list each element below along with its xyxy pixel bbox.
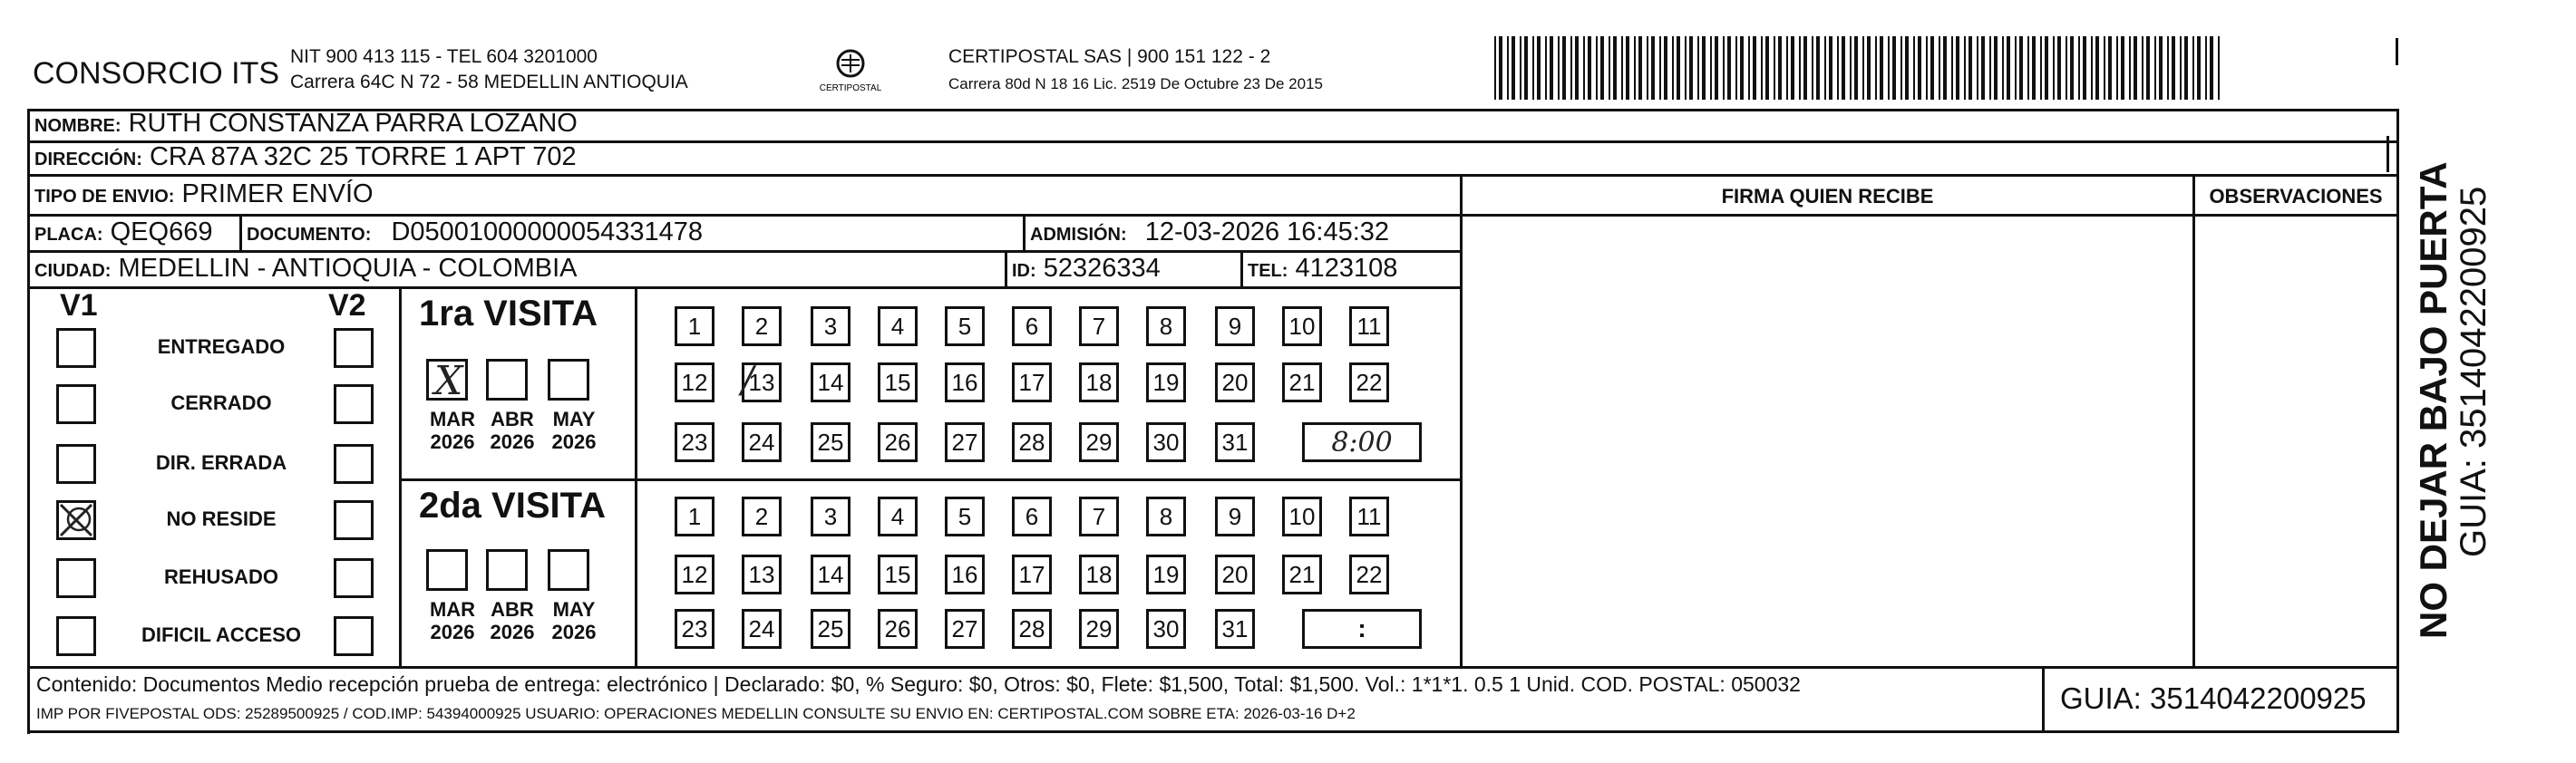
barcode-bar <box>1968 36 1972 100</box>
second-day-15[interactable]: 15 <box>878 555 918 594</box>
barcode-bar <box>1672 36 1674 100</box>
day-mark-icon: / <box>741 359 754 401</box>
second-day-3[interactable]: 3 <box>811 497 851 536</box>
barcode-bar <box>2142 36 2143 100</box>
barcode-bar <box>2205 36 2207 100</box>
barcode-bar <box>1626 36 1629 100</box>
frame-left <box>27 109 30 734</box>
first-day-13[interactable] <box>741 359 782 402</box>
barcode-bar <box>1918 36 1921 100</box>
tel-value: 4123108 <box>1295 254 1398 283</box>
footer-line-1: Contenido: Documentos Medio recepción prueba de entrega: electrónico | Declarado: $0, % Seguro: $0, Otros: $0, Flete: $1,500, Total: $1,500. Vol.: 1*1*1. 0.5 1 Unid. COD. POSTAL: 050032 <box>36 672 1801 696</box>
first-day-21[interactable]: 21 <box>1282 362 1322 402</box>
second-day-21[interactable]: 21 <box>1282 555 1322 594</box>
month-name: ABR <box>491 408 534 430</box>
barcode-bar <box>2053 36 2055 100</box>
barcode-bar <box>1842 36 1845 100</box>
row-line-5 <box>27 286 1462 289</box>
barcode-bar <box>1799 36 1801 100</box>
nombre-row <box>34 109 578 139</box>
month-name: MAY <box>552 408 596 430</box>
first-day-10[interactable]: 10 <box>1282 306 1322 346</box>
barcode-bar <box>1638 36 1642 100</box>
visit-divider-mid <box>399 478 1460 481</box>
barcode-bar <box>1829 36 1832 100</box>
status-label-dir-errada: DIR. ERRADA <box>155 451 287 474</box>
barcode-bar <box>2192 36 2194 100</box>
barcode-bar <box>1570 36 1572 100</box>
second-day-12[interactable]: 12 <box>675 555 714 594</box>
first-day-30[interactable]: 30 <box>1146 422 1186 462</box>
v1-checkbox-dir-errada[interactable] <box>56 444 96 484</box>
row-line-3b <box>1462 214 2396 217</box>
second-day-17[interactable]: 17 <box>1012 555 1052 594</box>
v2-checkbox-dir-errada[interactable] <box>334 444 374 484</box>
barcode-bar <box>2066 36 2067 100</box>
v2-label: V2 <box>328 288 366 323</box>
frame-right <box>2396 109 2399 733</box>
barcode-bar <box>1651 36 1655 100</box>
barcode-bar <box>1900 36 1902 100</box>
second-day-4[interactable]: 4 <box>878 497 918 536</box>
barcode-bar <box>1926 36 1928 100</box>
barcode-bar <box>1659 36 1661 100</box>
provider-name: CERTIPOSTAL SAS | 900 151 122 - 2 <box>948 46 1271 67</box>
v1-checkbox-no-reside[interactable] <box>56 500 96 540</box>
second-month-box-abr[interactable] <box>486 549 528 591</box>
barcode-bar <box>1862 36 1864 100</box>
barcode-bar <box>1824 36 1826 100</box>
barcode-bar <box>1748 36 1750 100</box>
first-day-31[interactable]: 31 <box>1215 422 1255 462</box>
barcode-icon <box>1494 36 2224 100</box>
side-guia: GUIA: 3514042200925 <box>2454 186 2493 557</box>
barcode-bar <box>2045 36 2048 100</box>
ciudad-cell <box>34 254 578 284</box>
first-day-value: 13 / <box>741 359 775 401</box>
id-value: 52326334 <box>1043 254 1161 283</box>
row-line-2 <box>27 174 2399 177</box>
barcode-bar <box>2134 36 2137 100</box>
second-month-label-mar <box>421 598 484 643</box>
barcode-bar <box>2091 36 2093 100</box>
first-day-1[interactable]: 1 <box>675 306 714 346</box>
direccion-label: DIRECCIÓN: <box>34 150 142 169</box>
barcode-bar <box>1956 36 1959 100</box>
second-day-18[interactable]: 18 <box>1079 555 1119 594</box>
second-day-5[interactable]: 5 <box>945 497 985 536</box>
second-day-22[interactable]: 22 <box>1349 555 1389 594</box>
first-day-20[interactable]: 20 <box>1215 362 1255 402</box>
barcode-bar <box>2167 36 2169 100</box>
col-line-placa <box>239 214 242 250</box>
col-line-tel <box>1240 250 1243 286</box>
barcode-bar <box>1905 36 1909 100</box>
v2-checkbox-entregado[interactable] <box>334 328 374 368</box>
barcode-bar <box>1520 36 1521 100</box>
nombre-value: RUTH CONSTANZA PARRA LOZANO <box>128 109 578 138</box>
observaciones-header: OBSERVACIONES <box>2209 185 2383 208</box>
header-mark <box>2396 38 2398 65</box>
second-day-11[interactable]: 11 <box>1349 497 1389 536</box>
second-day-24[interactable]: 24 <box>742 609 782 649</box>
barcode-bar <box>2095 36 2099 100</box>
barcode-bar <box>1621 36 1623 100</box>
barcode-bar <box>1697 36 1699 100</box>
admision-label: ADMISIÓN: <box>1030 225 1127 245</box>
barcode-bar <box>2007 36 2010 100</box>
barcode-bar <box>1913 36 1915 100</box>
second-day-26[interactable]: 26 <box>878 609 918 649</box>
placa-cell <box>34 217 212 247</box>
direccion-value: CRA 87A 32C 25 TORRE 1 APT 702 <box>149 142 577 171</box>
tel-label: TEL: <box>1248 261 1288 281</box>
barcode-bar <box>1723 36 1725 100</box>
barcode-bar <box>1550 36 1553 100</box>
first-day-8[interactable]: 8 <box>1146 306 1186 346</box>
ciudad-label: CIUDAD: <box>34 261 112 281</box>
barcode-bar <box>1575 36 1579 100</box>
barcode-bar <box>1875 36 1877 100</box>
v2-checkbox-rehusado[interactable] <box>334 558 374 598</box>
barcode-bar <box>1981 36 1985 100</box>
barcode-bar <box>2116 36 2118 100</box>
barcode-bar <box>1740 36 1744 100</box>
barcode-bar <box>2019 36 2023 100</box>
visit-divider-days <box>635 286 637 666</box>
footer-guia: GUIA: 3514042200925 <box>2060 681 2367 715</box>
barcode-bar <box>1537 36 1541 100</box>
barcode-bar <box>2121 36 2124 100</box>
second-day-25[interactable]: 25 <box>811 609 851 649</box>
barcode-bar <box>2070 36 2074 100</box>
v1-label: V1 <box>60 288 98 323</box>
barcode-bar <box>1977 36 1978 100</box>
first-day-14[interactable]: 14 <box>811 362 851 402</box>
second-time-value: : <box>1357 614 1366 642</box>
status-label-entregado: ENTREGADO <box>157 335 286 358</box>
barcode-bar <box>2083 36 2086 100</box>
barcode-bar <box>1715 36 1718 100</box>
barcode-bar <box>2210 36 2213 100</box>
barcode-bar <box>1634 36 1636 100</box>
month-name: MAR <box>429 408 476 430</box>
first-month-label-abr <box>481 408 544 453</box>
placa-value: QEQ669 <box>110 217 213 246</box>
first-day-9[interactable]: 9 <box>1215 306 1255 346</box>
second-day-1[interactable]: 1 <box>675 497 714 536</box>
status-label-dificil-acceso: DIFICIL ACCESO <box>141 623 301 646</box>
barcode-bar <box>1867 36 1871 100</box>
second-day-29[interactable]: 29 <box>1079 609 1119 649</box>
barcode-bar <box>1588 36 1591 100</box>
first-day-29[interactable]: 29 <box>1079 422 1119 462</box>
barcode-bar <box>1727 36 1731 100</box>
v2-checkbox-no-reside[interactable] <box>334 500 374 540</box>
documento-cell <box>247 217 703 247</box>
second-day-30[interactable]: 30 <box>1146 609 1186 649</box>
second-month-label-may <box>542 598 606 643</box>
status-label-cerrado: CERRADO <box>170 391 272 414</box>
barcode-bar <box>1803 36 1807 100</box>
no-dejar-notice: NO DEJAR BAJO PUERTA <box>2412 161 2454 639</box>
ciudad-value: MEDELLIN - ANTIOQUIA - COLOMBIA <box>118 254 578 283</box>
first-month-box-abr[interactable] <box>486 359 528 401</box>
first-time-box[interactable] <box>1302 422 1422 462</box>
admision-cell <box>1030 217 1389 247</box>
barcode-bar <box>1854 36 1858 100</box>
company-address: Carrera 64C N 72 - 58 MEDELLIN ANTIOQUIA <box>290 72 688 92</box>
second-day-16[interactable]: 16 <box>945 555 985 594</box>
first-visit-title: 1ra VISITA <box>419 294 598 333</box>
first-day-17[interactable]: 17 <box>1012 362 1052 402</box>
barcode-bar <box>1609 36 1610 100</box>
barcode-bar <box>1664 36 1667 100</box>
second-day-6[interactable]: 6 <box>1012 497 1052 536</box>
second-day-19[interactable]: 19 <box>1146 555 1186 594</box>
provider-address: Carrera 80d N 18 16 Lic. 2519 De Octubre 23 De 2015 <box>948 75 1323 92</box>
first-day-25[interactable]: 25 <box>811 422 851 462</box>
logo-text: CERTIPOSTAL <box>819 83 882 93</box>
footer-divider <box>2042 666 2045 733</box>
barcode-bar <box>1647 36 1648 100</box>
barcode-bar <box>1930 36 1934 100</box>
first-day-2[interactable]: 2 <box>742 306 782 346</box>
firma-header: FIRMA QUIEN RECIBE <box>1721 185 1934 208</box>
second-day-23[interactable]: 23 <box>675 609 714 649</box>
second-day-10[interactable]: 10 <box>1282 497 1322 536</box>
month-year: 2026 <box>551 430 597 453</box>
first-day-4[interactable]: 4 <box>878 306 918 346</box>
first-day-23[interactable]: 23 <box>675 422 714 462</box>
barcode-bar <box>1710 36 1712 100</box>
visit-divider-left <box>399 286 402 666</box>
barcode-bar <box>2032 36 2036 100</box>
first-day-22[interactable]: 22 <box>1349 362 1389 402</box>
barcode-bar <box>1892 36 1896 100</box>
barcode-bar <box>2078 36 2080 100</box>
barcode-bar <box>1494 36 1496 100</box>
month-year: 2026 <box>490 430 535 453</box>
first-day-12[interactable]: 12 <box>675 362 714 402</box>
barcode-bar <box>1850 36 1852 100</box>
first-time-value: 8:00 <box>1331 426 1393 459</box>
barcode-bar <box>1774 36 1775 100</box>
second-day-20[interactable]: 20 <box>1215 555 1255 594</box>
month-name: MAY <box>552 598 596 621</box>
month-name: ABR <box>491 598 534 621</box>
v1-checkbox-cerrado[interactable] <box>56 384 96 424</box>
barcode-bar <box>1994 36 1998 100</box>
direccion-row <box>34 142 577 172</box>
month-year: 2026 <box>430 621 475 643</box>
month-year: 2026 <box>551 621 597 643</box>
v2-checkbox-dificil-acceso[interactable] <box>334 616 374 656</box>
barcode-bar <box>1735 36 1737 100</box>
barcode-bar <box>1786 36 1788 100</box>
barcode-bar <box>2104 36 2105 100</box>
col-line-admision <box>1023 214 1026 250</box>
barcode-bar <box>2146 36 2150 100</box>
nombre-label: NOMBRE: <box>34 116 122 136</box>
row-line-4 <box>27 250 1462 253</box>
first-day-16[interactable]: 16 <box>945 362 985 402</box>
barcode-bar <box>1677 36 1680 100</box>
id-cell <box>1012 254 1161 284</box>
col-line-firma <box>1460 174 1463 669</box>
barcode-bar <box>1562 36 1566 100</box>
barcode-bar <box>2057 36 2061 100</box>
v1-checkbox-dificil-acceso[interactable] <box>56 616 96 656</box>
status-label-no-reside: NO RESIDE <box>166 507 277 530</box>
barcode-bar <box>1837 36 1839 100</box>
barcode-bar <box>1778 36 1782 100</box>
certipostal-logo-icon <box>814 43 887 105</box>
barcode-bar <box>1532 36 1534 100</box>
barcode-bar <box>1964 36 1966 100</box>
first-day-19[interactable]: 19 <box>1146 362 1186 402</box>
first-day-7[interactable]: 7 <box>1079 306 1119 346</box>
barcode-bar <box>1524 36 1528 100</box>
first-month-mark: X <box>434 358 463 404</box>
company-nit-tel: NIT 900 413 115 - TEL 604 3201000 <box>290 46 598 67</box>
first-day-28[interactable]: 28 <box>1012 422 1052 462</box>
barcode-bar <box>2027 36 2029 100</box>
barcode-bar <box>1888 36 1890 100</box>
barcode-bar <box>1507 36 1509 100</box>
placa-label: PLACA: <box>34 225 103 245</box>
barcode-bar <box>1613 36 1617 100</box>
documento-label: DOCUMENTO: <box>247 225 372 245</box>
barcode-bar <box>1812 36 1813 100</box>
company-name: CONSORCIO ITS <box>33 56 280 91</box>
second-day-14[interactable]: 14 <box>811 555 851 594</box>
barcode-bar <box>1583 36 1585 100</box>
second-time-box[interactable] <box>1302 609 1422 649</box>
barcode-bar <box>2172 36 2175 100</box>
footer-line-2: IMP POR FIVEPOSTAL ODS: 25289500925 / COD.IMP: 54394000925 USUARIO: OPERACIONES MEDELLIN CONSULTE SU ENVIO EN: CERTIPOSTAL.COM SOBRE ETA: 2026-03-16 D+2 <box>36 705 1356 722</box>
tipo-row <box>34 179 374 209</box>
first-month-box-may[interactable] <box>548 359 589 401</box>
barcode-bar <box>2154 36 2156 100</box>
barcode-bar <box>1685 36 1687 100</box>
admision-value: 12-03-2026 16:45:32 <box>1144 217 1390 246</box>
barcode-bar <box>2184 36 2188 100</box>
first-month-label-mar <box>421 408 484 453</box>
tipo-label: TIPO DE ENVIO: <box>34 187 175 207</box>
barcode-bar <box>1512 36 1515 100</box>
barcode-bar <box>2108 36 2112 100</box>
second-month-label-abr <box>481 598 544 643</box>
check-mark-icon <box>59 503 93 537</box>
second-month-box-may[interactable] <box>548 549 589 591</box>
tel-cell <box>1248 254 1397 284</box>
tipo-value: PRIMER ENVÍO <box>181 179 374 208</box>
month-year: 2026 <box>430 430 475 453</box>
first-day-24[interactable]: 24 <box>742 422 782 462</box>
first-month-label-may <box>542 408 606 453</box>
barcode-bar <box>1791 36 1794 100</box>
first-day-3[interactable]: 3 <box>811 306 851 346</box>
documento-value: D05001000000054331478 <box>391 217 703 246</box>
first-day-5[interactable]: 5 <box>945 306 985 346</box>
barcode-bar <box>1943 36 1947 100</box>
first-month-box-mar[interactable] <box>426 358 468 404</box>
barcode-bar <box>2015 36 2017 100</box>
first-day-6[interactable]: 6 <box>1012 306 1052 346</box>
barcode-bar <box>1880 36 1883 100</box>
barcode-bar <box>2040 36 2042 100</box>
barcode-bar <box>1702 36 1706 100</box>
barcode-bar <box>1558 36 1560 100</box>
barcode-bar <box>1499 36 1502 100</box>
first-day-15[interactable]: 15 <box>878 362 918 402</box>
first-day-27[interactable]: 27 <box>945 422 985 462</box>
row-line-3 <box>27 214 1462 217</box>
first-day-26[interactable]: 26 <box>878 422 918 462</box>
v1-checkbox-entregado[interactable] <box>56 328 96 368</box>
barcode-bar <box>2159 36 2163 100</box>
col-line-obs <box>2192 174 2195 669</box>
barcode-bar <box>1596 36 1598 100</box>
barcode-bar <box>1989 36 1991 100</box>
barcode-bar <box>1816 36 1820 100</box>
barcode-bar <box>1689 36 1693 100</box>
second-visit-title: 2da VISITA <box>419 486 606 526</box>
barcode-bar <box>1545 36 1547 100</box>
month-name: MAR <box>429 598 476 621</box>
col-line-right <box>2386 136 2389 172</box>
barcode-bar <box>1753 36 1756 100</box>
second-month-box-mar[interactable] <box>426 549 468 591</box>
v1-checkbox-rehusado[interactable] <box>56 558 96 598</box>
first-day-11[interactable]: 11 <box>1349 306 1389 346</box>
barcode-bar <box>2002 36 2004 100</box>
barcode-bar <box>2180 36 2182 100</box>
second-day-31[interactable]: 31 <box>1215 609 1255 649</box>
second-day-27[interactable]: 27 <box>945 609 985 649</box>
second-day-7[interactable]: 7 <box>1079 497 1119 536</box>
barcode-bar <box>1600 36 1604 100</box>
second-day-13[interactable]: 13 <box>742 555 782 594</box>
barcode-bar <box>1939 36 1940 100</box>
second-day-2[interactable]: 2 <box>742 497 782 536</box>
status-label-rehusado: REHUSADO <box>164 565 278 588</box>
barcode-bar <box>2197 36 2201 100</box>
col-line-id <box>1005 250 1007 286</box>
second-day-9[interactable]: 9 <box>1215 497 1255 536</box>
id-label: ID: <box>1012 261 1036 281</box>
first-day-18[interactable]: 18 <box>1079 362 1119 402</box>
second-day-28[interactable]: 28 <box>1012 609 1052 649</box>
barcode-bar <box>1951 36 1953 100</box>
barcode-bar <box>2218 36 2220 100</box>
v2-checkbox-cerrado[interactable] <box>334 384 374 424</box>
barcode-bar <box>2129 36 2131 100</box>
barcode-bar <box>1765 36 1769 100</box>
month-year: 2026 <box>490 621 535 643</box>
barcode-bar <box>1761 36 1763 100</box>
second-day-8[interactable]: 8 <box>1146 497 1186 536</box>
